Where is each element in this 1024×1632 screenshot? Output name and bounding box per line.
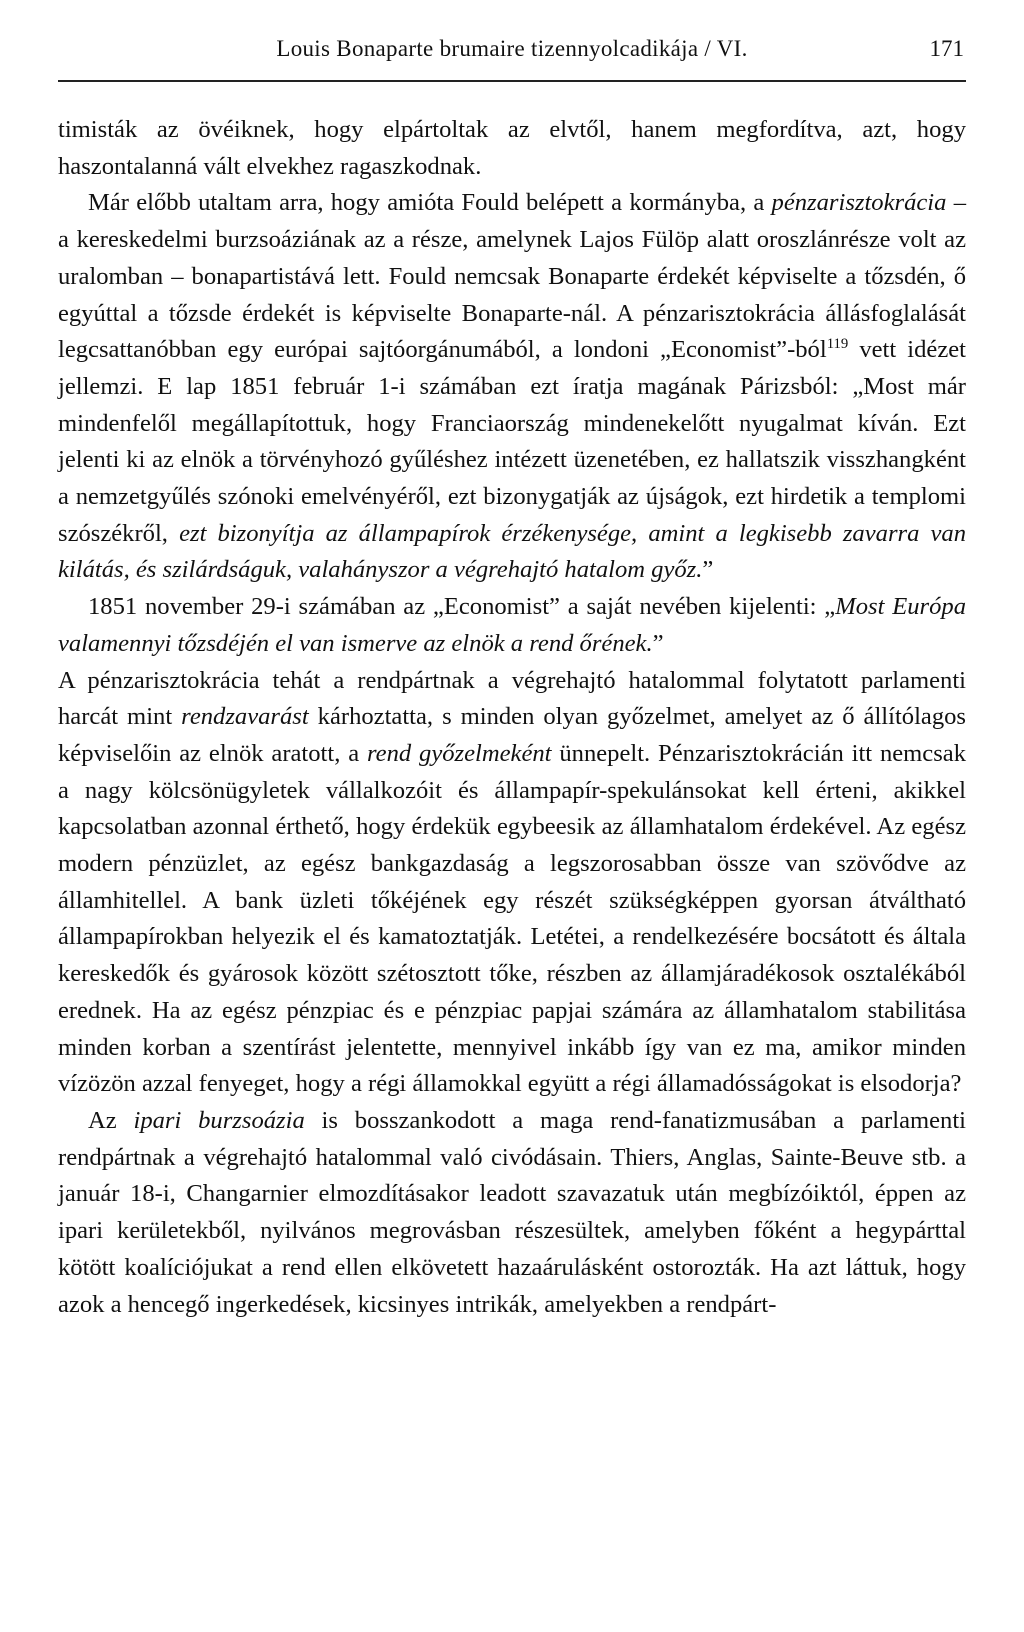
body-text [58,112,966,1323]
text-run: ” [652,629,664,657]
italic-text: ipari burzsoázia [133,1106,305,1134]
paragraph [58,1103,966,1323]
text-run: 1851 november 29-i számában az „Economist” a saját nevében kijelenti: „ [88,593,836,621]
text-run: A pénzarisztokrácia tehát a rendpártnak a végrehajtó hatalommal folytatott parlamenti harcát mint [58,666,966,731]
text-run: vett idézet jellemzi. E lap 1851 február 1-i számában ezt íratja magának Párizsból: „Most már mindenfelől megállapítottuk, hogy Franciaország mindenekelőtt nyugalmat kíván. Ezt jelenti ki az elnök a törvényhozó gyűléshez intézett üzenetében, ez hallatszik visszhangként a nemzetgyűlés szónoki emelvényéről, ezt bizonygatják az újságok, ezt hirdetik a templomi szószékről, [58,336,966,547]
paragraph [58,663,966,1103]
paragraph [58,185,966,589]
italic-text: rendzavarást [181,703,309,731]
paragraph [58,589,966,662]
text-run: timisták az övéiknek, hogy elpártoltak az elvtől, hanem megfordítva, azt, hogy haszontalanná vált elvekhez ragaszkodnak. [58,116,966,180]
italic-text: Most Európa valamennyi tőzsdéjén el van ismerve az elnök a rend őrének. [58,593,966,657]
text-run: – a kereskedelmi burzsoáziának az a része, amelynek Lajos Fülöp alatt oroszlánrésze volt az uralomban – bonapartistává lett. Fould nemcsak Bonaparte érdekét képviselte a tőzsdén, ő egyúttal a tőzsde érdekét is képviselte Bonaparte-nál. A pénzarisztokrácia állásfoglalását legcsattanóbban egy európai sajtóorgánumából, a londoni „Economist”-ból [58,189,966,364]
running-title: Louis Bonaparte brumaire tizennyolcadikája / VI. [276,36,748,61]
text-run: Az [88,1106,134,1134]
footnote-ref: 119 [826,336,849,353]
italic-text: rend győzelmeként [367,739,552,767]
italic-text: pénzarisztokrácia [771,189,947,217]
text-run: ünnepelt. Pénzarisztokrácián itt nemcsak a nagy kölcsönügyletek vállalkozóit és állampapír-spekulánsokat kell érteni, akikkel kapcsolatban azonnal érthető, hogy érdekük egybeesik az államhatalom érdekével. Az egész modern pénzüzlet, az egész bankgazdaság a legszorosabban össze van szövődve az államhitellel. A bank üzleti tőkéjének egy részét szükségképpen gyorsan átváltható állampapírokban helyezik el és kamatoztatják. Letétei, a rendelkezésére bocsátott és általa kereskedők és gyárosok között szétosztott tőke, részben az államjáradékosok osztalékából erednek. Ha az egész pénzpiac és e pénzpiac papjai számára az államhatalom stabilitása minden korban a szentírást jelentette, mennyivel inkább így van ez ma, amikor minden vízözön azzal fenyeget, hogy a régi államokkal együtt a régi államadósságokat is elsodorja? [58,739,967,1098]
paragraph [58,112,966,185]
italic-text: ezt bizonyítja az állampapírok érzékenysége, amint a legkisebb zavarra van kilátás, és szilárdságuk, valahányszor a végrehajtó hatalom győz. [58,519,967,584]
running-head [58,30,966,82]
text-run: Már előbb utaltam arra, hogy amióta Fould belépett a kormányba, a [88,189,772,217]
text-run: is bosszankodott a maga rend-fanatizmusában a parlamenti rendpártnak a végrehajtó hatalommal való civódásain. Thiers, Anglas, Sainte-Beuve stb. a január 18-i, Changarnier elmozdításakor leadott szavazatuk után megbízóiktól, éppen az ipari kerületekből, nyilvános megrovásban részesültek, amelyben főként a hegypárttal kötött koalíciójukat a rend ellen elkövetett hazaárulásként ostorozták. Ha azt láttuk, hogy azok a hencegő ingerkedések, kicsinyes intrikák, amelyekben a rendpárt- [58,1106,967,1318]
text-run: kárhoztatta, s minden olyan győzelmet, amelyet az ő állítólagos képviselőin az elnök aratott, a [58,703,966,767]
page-number: 171 [929,36,964,61]
text-run: ” [702,556,714,584]
